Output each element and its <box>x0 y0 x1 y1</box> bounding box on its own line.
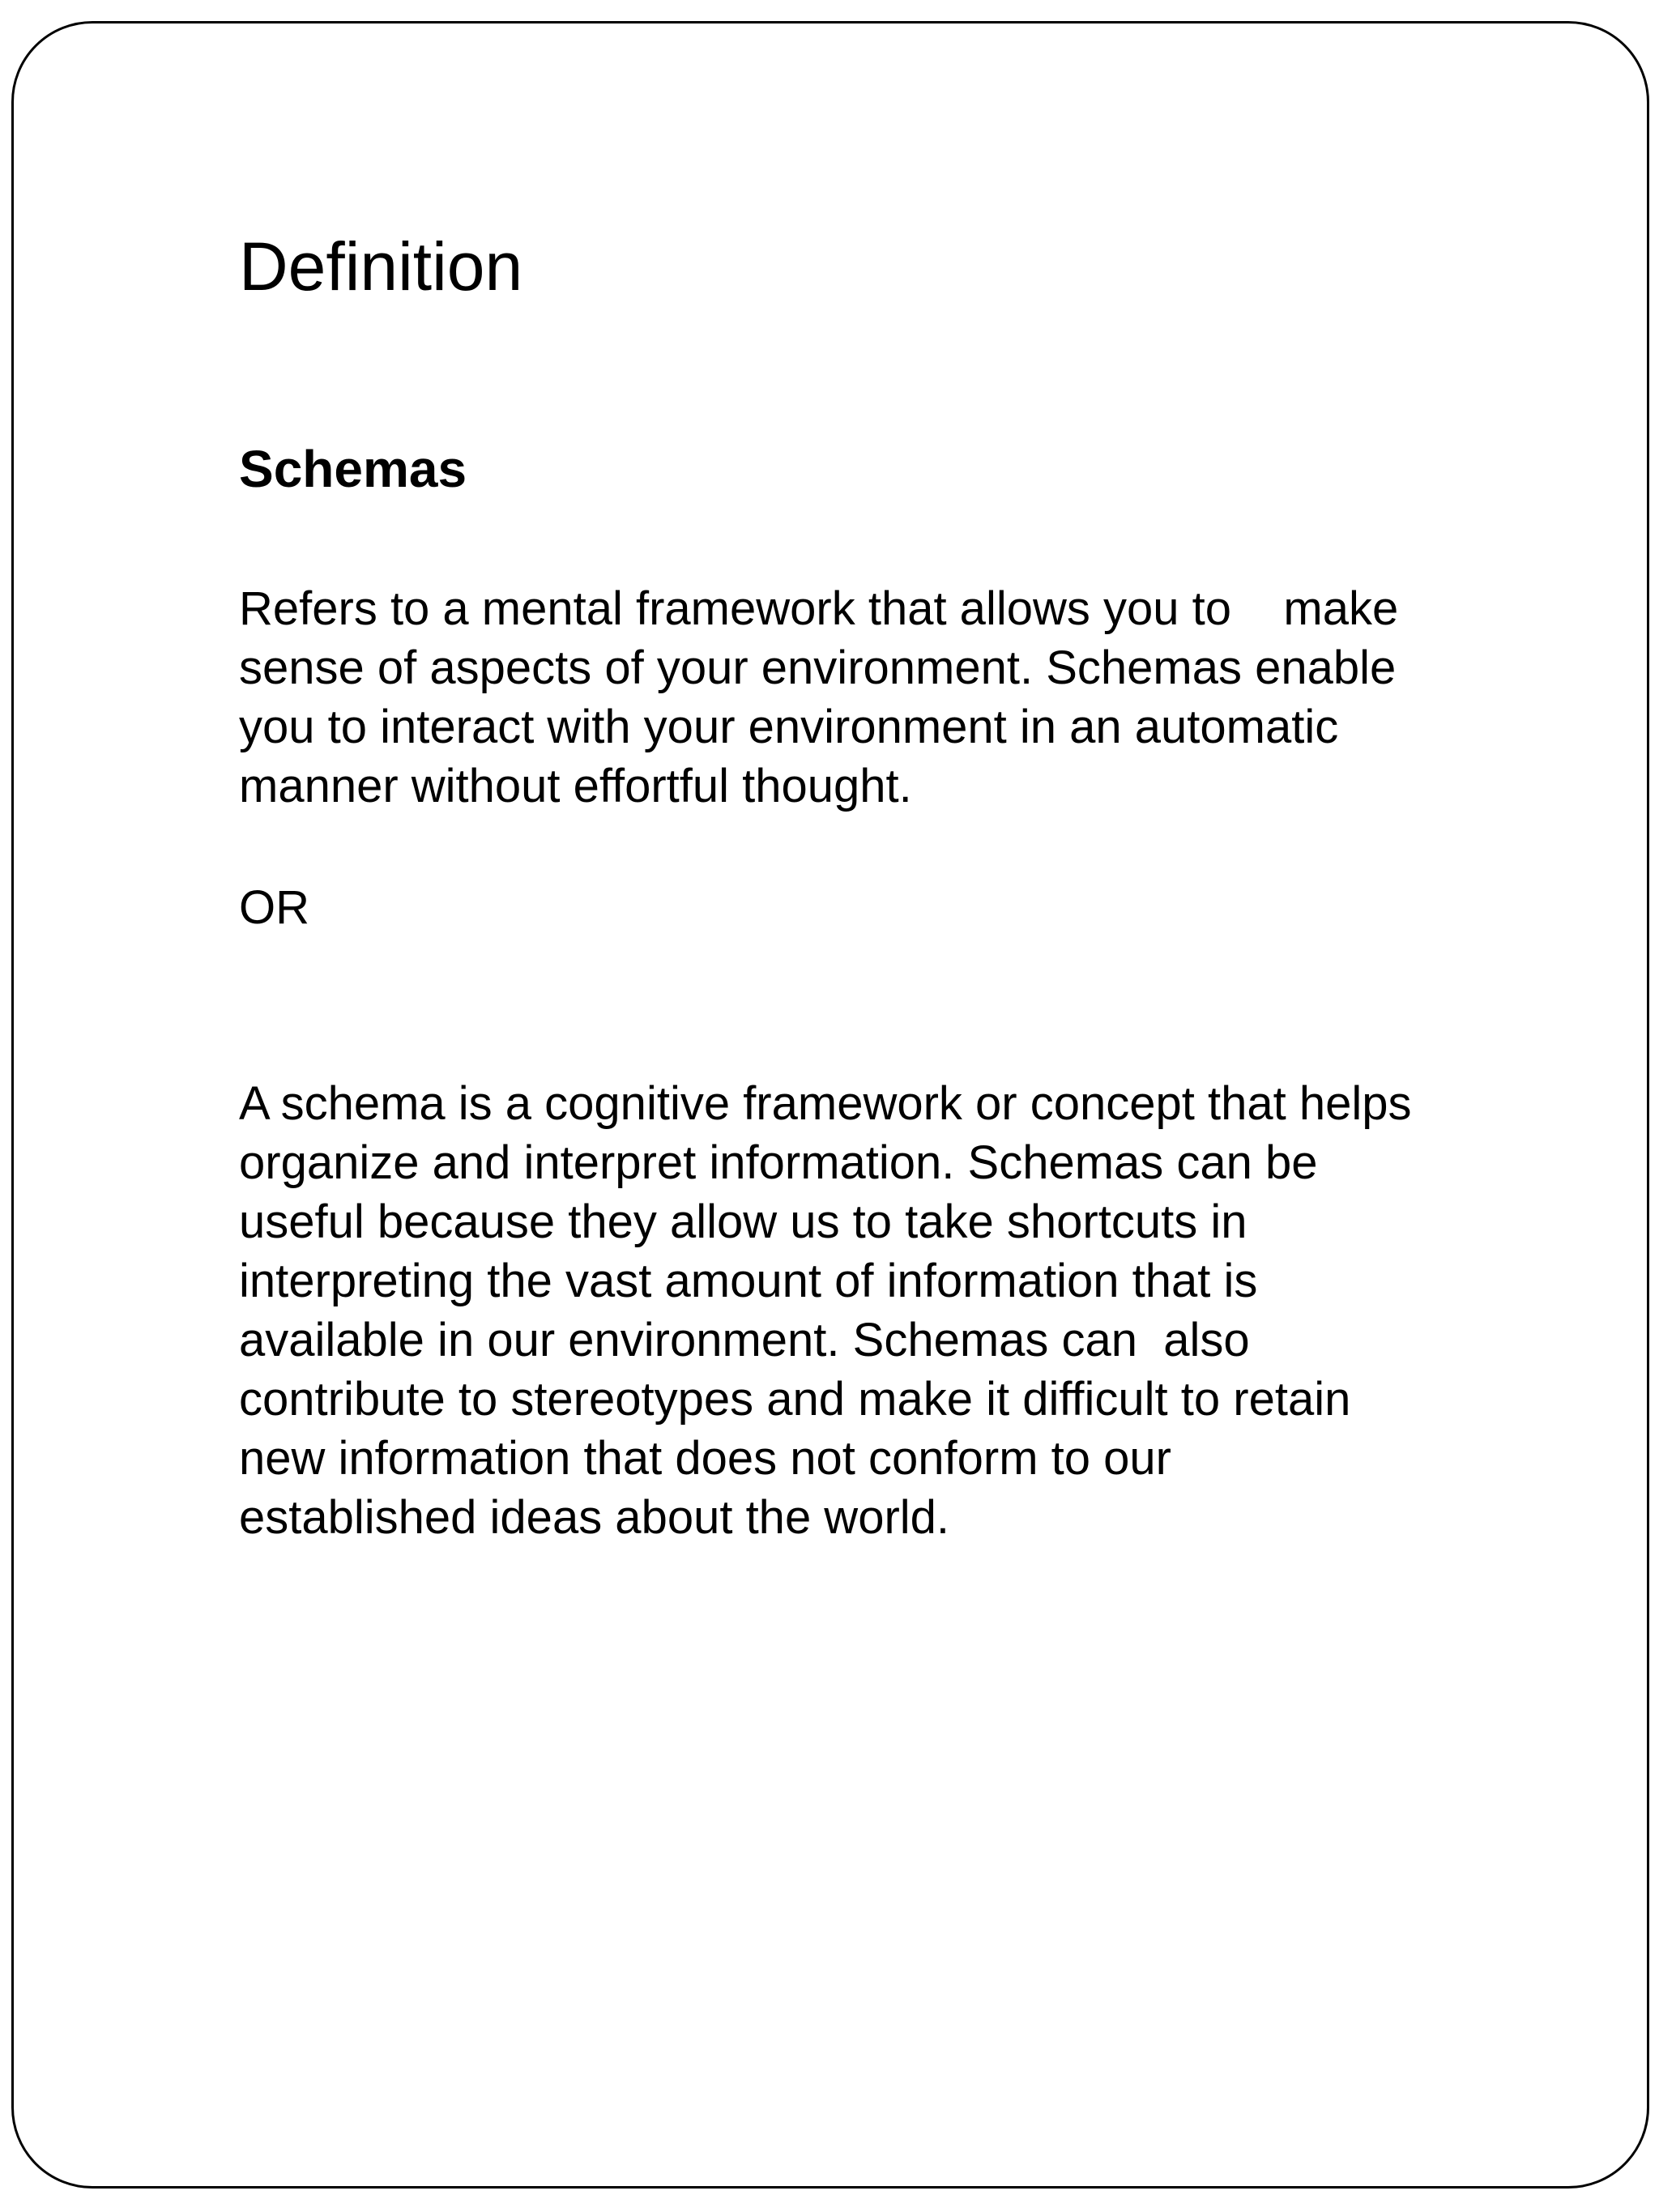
definition-paragraph-1 <box>239 579 1398 816</box>
definition-2-line: new information that does not conform to our <box>239 1432 1171 1485</box>
definition-2-line: useful because they allow us to take shortcuts in <box>239 1196 1247 1248</box>
definition-paragraph-2 <box>239 1074 1411 1547</box>
page-title: Definition <box>239 228 523 305</box>
section-heading: Schemas <box>239 440 467 498</box>
definition-1-line: Refers to a mental framework that allows you to make <box>239 582 1399 635</box>
definition-2-line: A schema is a cognitive framework or concept that helps <box>239 1077 1412 1130</box>
definition-2-line: contribute to stereotypes and make it difficult to retain <box>239 1373 1351 1426</box>
or-separator: OR <box>239 881 309 934</box>
slide-card <box>11 21 1649 2189</box>
definition-1-line: sense of aspects of your environment. Schemas enable <box>239 641 1397 694</box>
definition-1-line: manner without effortful thought. <box>239 760 912 812</box>
definition-2-line: interpreting the vast amount of information that is <box>239 1255 1258 1307</box>
definition-1-line: you to interact with your environment in an automatic <box>239 701 1339 753</box>
definition-2-line: established ideas about the world. <box>239 1491 950 1544</box>
definition-2-line: organize and interpret information. Schemas can be <box>239 1136 1318 1189</box>
definition-2-line: available in our environment. Schemas can also <box>239 1314 1250 1366</box>
